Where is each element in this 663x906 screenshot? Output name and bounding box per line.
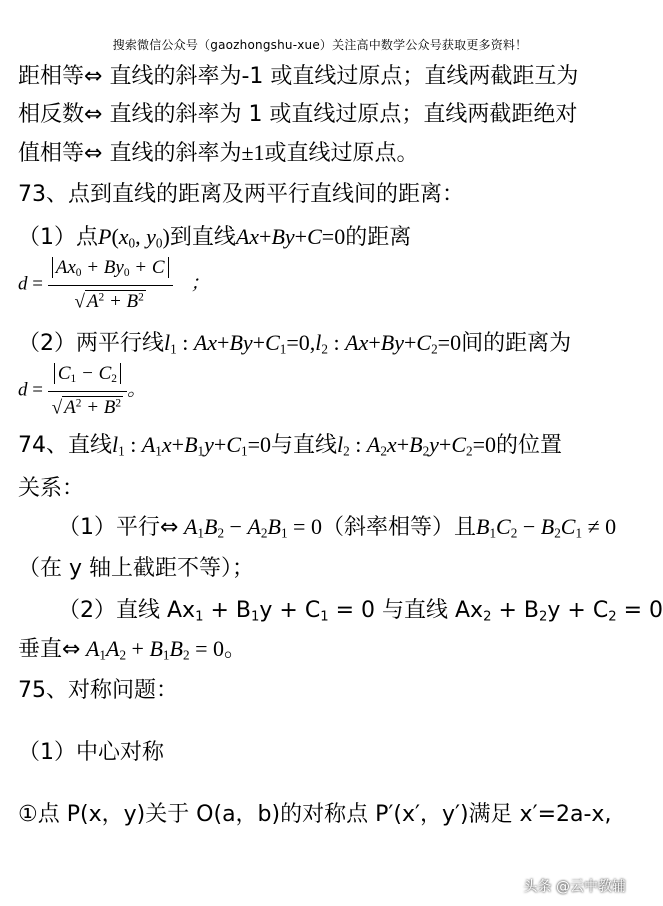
parallel-distance-formula: d = $\frac{C_1 - C_2}{√ A^2 + B^2}$ 。	[18, 363, 147, 419]
period: 。	[223, 637, 246, 662]
text-line-3	[18, 138, 419, 169]
text: （2）两平行线	[18, 331, 164, 356]
text: （1）点	[18, 225, 98, 250]
iff-icon: ⇔	[84, 102, 103, 127]
section-75-title: 75、对称问题：	[18, 678, 178, 703]
text: （斜率相等）且	[321, 515, 476, 540]
text: 74、直线	[18, 433, 112, 458]
relation-label: 关系：	[18, 476, 85, 501]
point-formula: P	[98, 224, 112, 249]
text: 距相等	[18, 64, 85, 89]
point-line-distance-text: （1）点$P(x_0$, $y_0$)到直线Ax+By+C=0的距离	[18, 224, 412, 251]
text: 值相等	[18, 141, 85, 166]
text: 的距离	[345, 225, 412, 250]
text: （1）平行	[58, 515, 160, 540]
text-line-1	[18, 62, 578, 92]
watermark: 头条 @云中教辅	[523, 879, 626, 895]
line-equation: Ax	[235, 224, 260, 249]
iff-icon: ⇔	[84, 64, 103, 89]
central-symmetry-title: （1）中心对称	[18, 740, 164, 765]
section-74-title: 74、直线$l_1$ : $A_1x+B_1y+C_1=0$与直线$l_2$ : $A_2x+B_2y+C_2=0$的位置	[18, 432, 563, 459]
text: 直线的斜率为 1 或直线过原点；直线两截距绝对	[102, 102, 578, 127]
parallel-lines-text: （2）两平行线$l_1$ : $Ax+By+C_1=0,l_2$ : $Ax+By+C_2=0$间的距离为	[18, 330, 572, 357]
iff-icon: ⇔	[62, 637, 81, 662]
text: 相反数	[18, 102, 85, 127]
text: 的位置	[496, 433, 563, 458]
section-73-title: 73、点到直线的距离及两平行直线间的距离：	[18, 182, 464, 207]
plus-minus-one: ±1	[241, 140, 265, 165]
perpendicular-condition: 垂直⇔ $A_1A_2 + B_1B_2 = 0$。	[18, 636, 246, 663]
text: 垂直	[18, 637, 63, 662]
distance-formula: d = $\frac{Ax_0 + By_0 + C}{√ A^2 + B^2}$ ；	[18, 257, 210, 313]
text: 间的距离为	[461, 331, 572, 356]
parallel-condition: （1）平行⇔ $A_1B_2 - A_2B_1 = 0$（斜率相等）且$B_1C_2 - B_2C_1 \ne 0$	[58, 514, 617, 541]
text-line-2	[18, 100, 577, 130]
text: 到直线	[169, 225, 236, 250]
page-header: 搜索微信公众号（gaozhongshu-xue）关注高中数学公众号获取更多资料！	[112, 38, 528, 52]
text: 直线的斜率为	[102, 141, 242, 166]
intercept-note: （在 y 轴上截距不等）；	[18, 556, 255, 581]
text: 或直线过原点。	[264, 141, 419, 166]
text: 与直线	[271, 433, 338, 458]
perpendicular-line-1: （2）直线 $Ax_1 + B_1y + C_1 = 0$ 与直线 $Ax_2 + B_2y + C_2 = 0$	[58, 598, 663, 625]
parallel-lines-formula: l	[164, 330, 171, 355]
text: （2）直线	[58, 598, 167, 623]
iff-icon: ⇔	[160, 515, 179, 540]
period: 。	[127, 379, 147, 401]
iff-icon: ⇔	[84, 141, 103, 166]
central-symmetry-point: ①点 P(x，y)关于 O(a，b)的对称点 P′(x′，y′)满足 x′=2a-x,	[18, 802, 612, 827]
text: 与直线	[375, 598, 455, 623]
text: 直线的斜率为-1 或直线过原点；直线两截距互为	[102, 64, 579, 89]
semicolon: ；	[190, 273, 210, 295]
